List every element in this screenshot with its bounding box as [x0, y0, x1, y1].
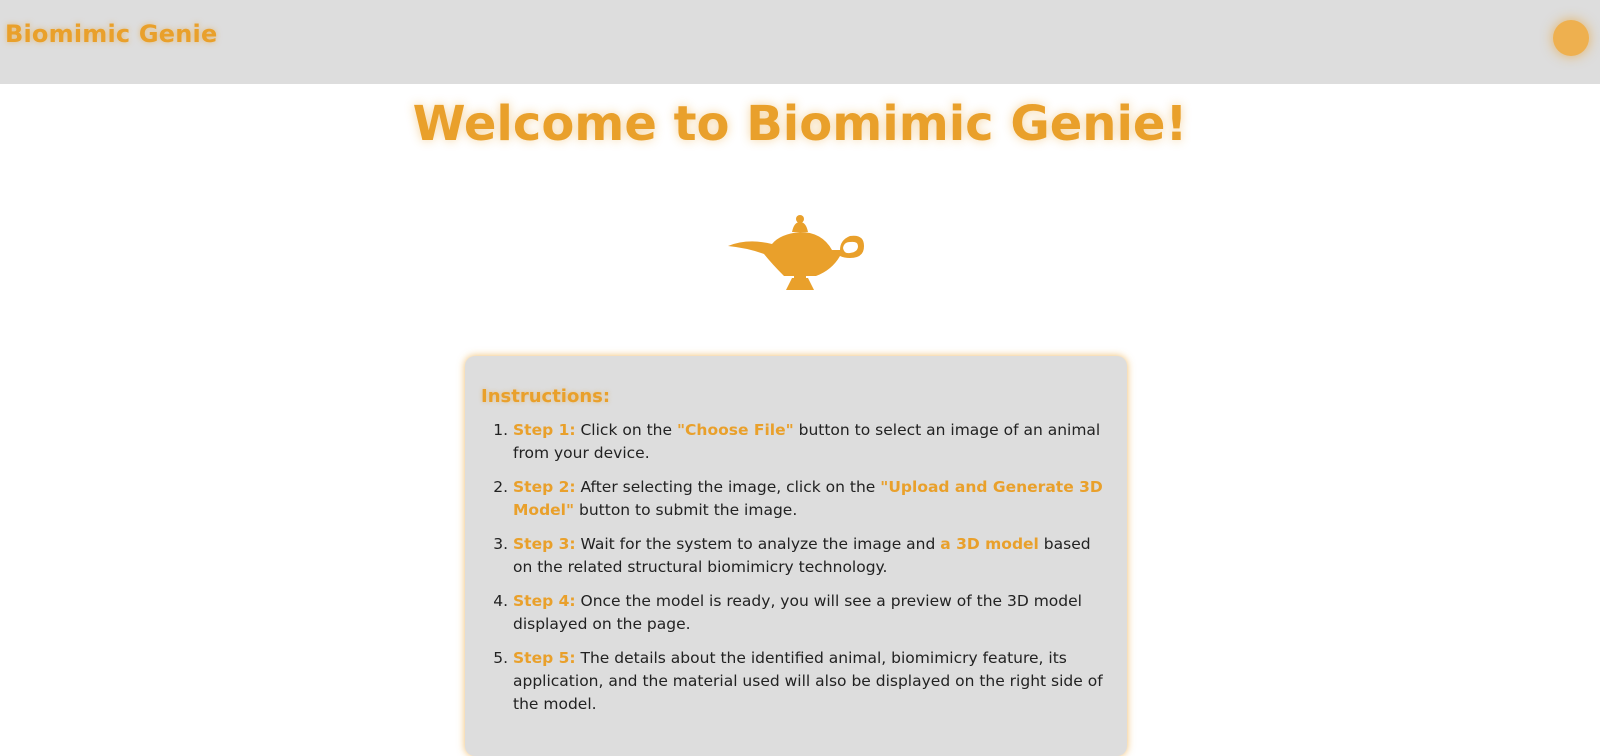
brand-title[interactable]: Biomimic Genie: [5, 20, 218, 48]
instruction-step-4: [513, 590, 1111, 636]
instructions-card: [465, 356, 1127, 756]
step-text: button to submit the image.: [574, 501, 798, 519]
instructions-list: [481, 419, 1111, 716]
step-text: button to select an image of an animal from your device.: [513, 421, 1101, 462]
circle-menu-icon[interactable]: [1553, 20, 1589, 56]
genie-lamp-icon: [728, 214, 866, 290]
step-text: based on the related structural biomimicry technology.: [513, 535, 1091, 576]
step-text: Wait for the system to analyze the image and: [575, 535, 941, 553]
step-label: Step 3:: [513, 535, 576, 553]
instructions-heading: Instructions:: [481, 386, 611, 407]
step-text: The details about the identified animal, biomimicry feature, its application, and the material used will also be displayed on the right side of the model.: [513, 649, 1103, 713]
step-label: Step 5:: [513, 649, 576, 667]
instruction-step-5: [513, 647, 1111, 716]
step-highlight: "Upload and Generate 3D Model": [513, 478, 1103, 519]
top-navbar: [0, 0, 1600, 84]
instruction-step-1: [513, 419, 1111, 465]
step-highlight: "Choose File": [676, 421, 794, 439]
step-label: Step 4:: [513, 592, 576, 610]
instruction-step-3: [513, 533, 1111, 579]
step-text: After selecting the image, click on the: [575, 478, 881, 496]
page-title: Welcome to Biomimic Genie!: [412, 96, 1188, 152]
instruction-step-2: [513, 476, 1111, 522]
step-label: Step 2:: [513, 478, 576, 496]
step-text: Click on the: [575, 421, 677, 439]
step-highlight: a 3D model: [940, 535, 1039, 553]
step-label: Step 1:: [513, 421, 576, 439]
step-text: Once the model is ready, you will see a preview of the 3D model displayed on the page.: [513, 592, 1082, 633]
